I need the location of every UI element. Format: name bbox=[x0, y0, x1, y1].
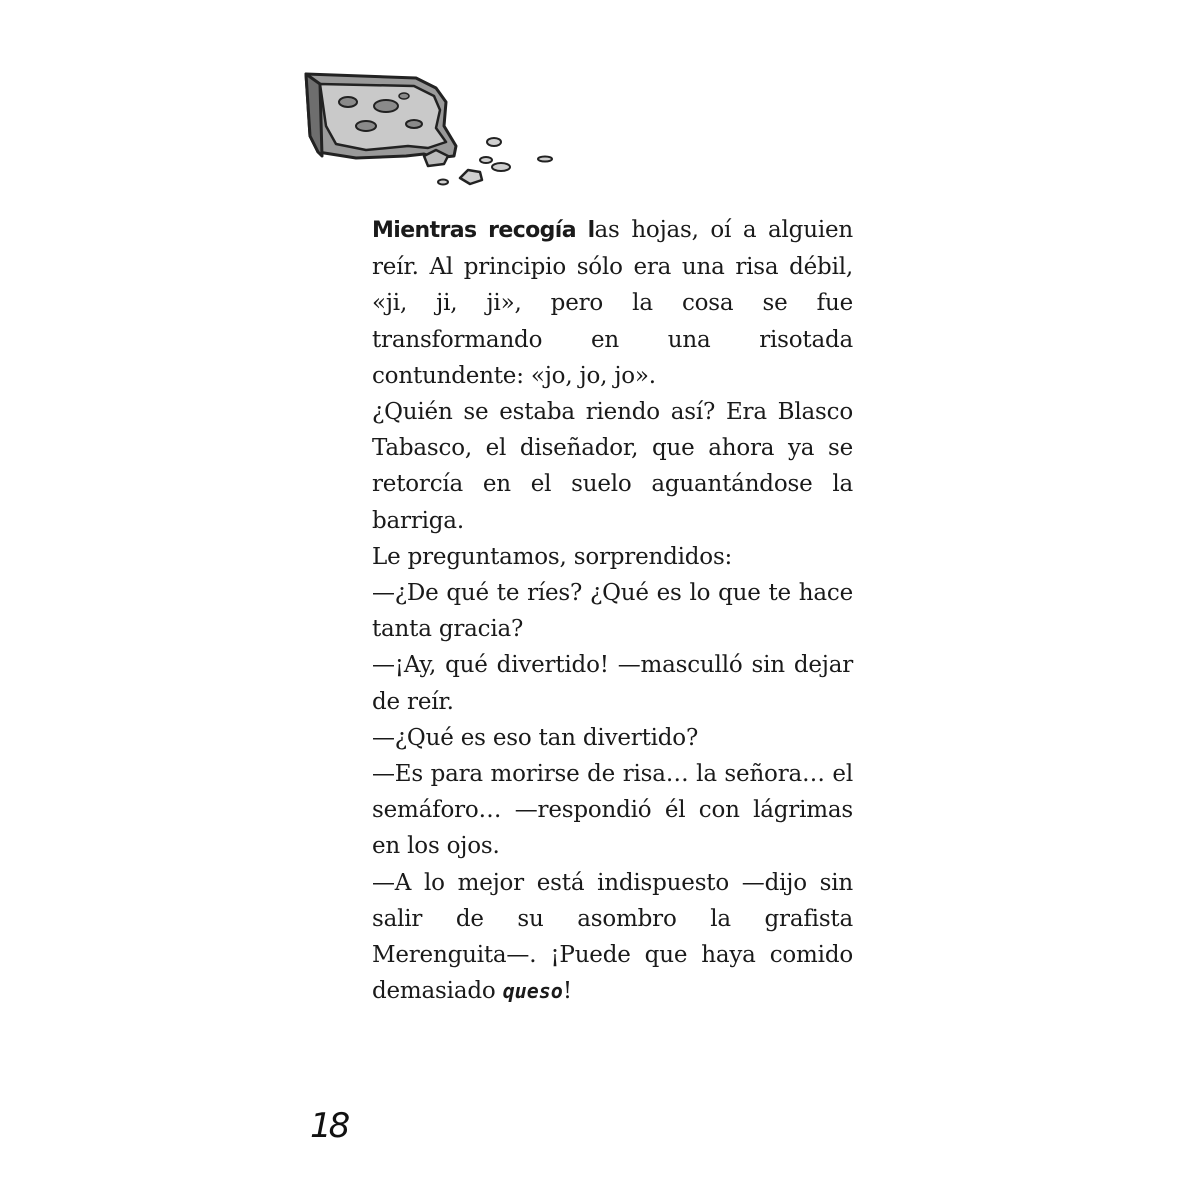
paragraph-text: —Es para morirse de risa… la señora… el semáforo… —respondió él con lágrimas en los ojos. bbox=[372, 761, 853, 860]
paragraph-text: ¿Quién se estaba riendo así? Era Blasco Tabasco, el diseñador, que ahora ya se retorcía en el suelo aguantándose la barriga. bbox=[372, 399, 853, 534]
paragraph-3 bbox=[372, 539, 853, 575]
styled-word-queso: queso bbox=[502, 979, 563, 1004]
body-text bbox=[372, 212, 853, 1009]
paragraph-8 bbox=[372, 865, 853, 1010]
page-number: 18 bbox=[310, 1106, 348, 1146]
paragraph-text: —¿Qué es eso tan divertido? bbox=[372, 724, 699, 751]
paragraph-text: Le preguntamos, sorprendidos: bbox=[372, 543, 733, 570]
paragraph-7 bbox=[372, 756, 853, 865]
paragraph-end: ! bbox=[562, 978, 572, 1005]
paragraph-6 bbox=[372, 720, 853, 756]
paragraph-text: —¿De qué te ríes? ¿Qué es lo que te hace tanta gracia? bbox=[372, 580, 853, 643]
lead-in-bold: Mientras recogía l bbox=[372, 218, 595, 243]
paragraph-4 bbox=[372, 575, 853, 647]
paragraph-5 bbox=[372, 647, 853, 719]
paragraph-text: —¡Ay, qué divertido! —masculló sin dejar de reír. bbox=[372, 652, 853, 715]
paragraph-2 bbox=[372, 394, 853, 539]
paragraph-text: as hojas, oí a alguien reír. Al principio sólo era una risa débil, «ji, ji, ji», pero la cosa se fue transformando en una risotada contundente: «jo, jo, jo». bbox=[372, 217, 854, 389]
paragraph-1 bbox=[372, 212, 853, 394]
paragraph-text: —A lo mejor está indispuesto —dijo sin salir de su asombro la grafista Merenguita—. ¡Puede que haya comido demasiado bbox=[372, 869, 853, 1005]
cheese-chunk-icon bbox=[296, 66, 566, 196]
